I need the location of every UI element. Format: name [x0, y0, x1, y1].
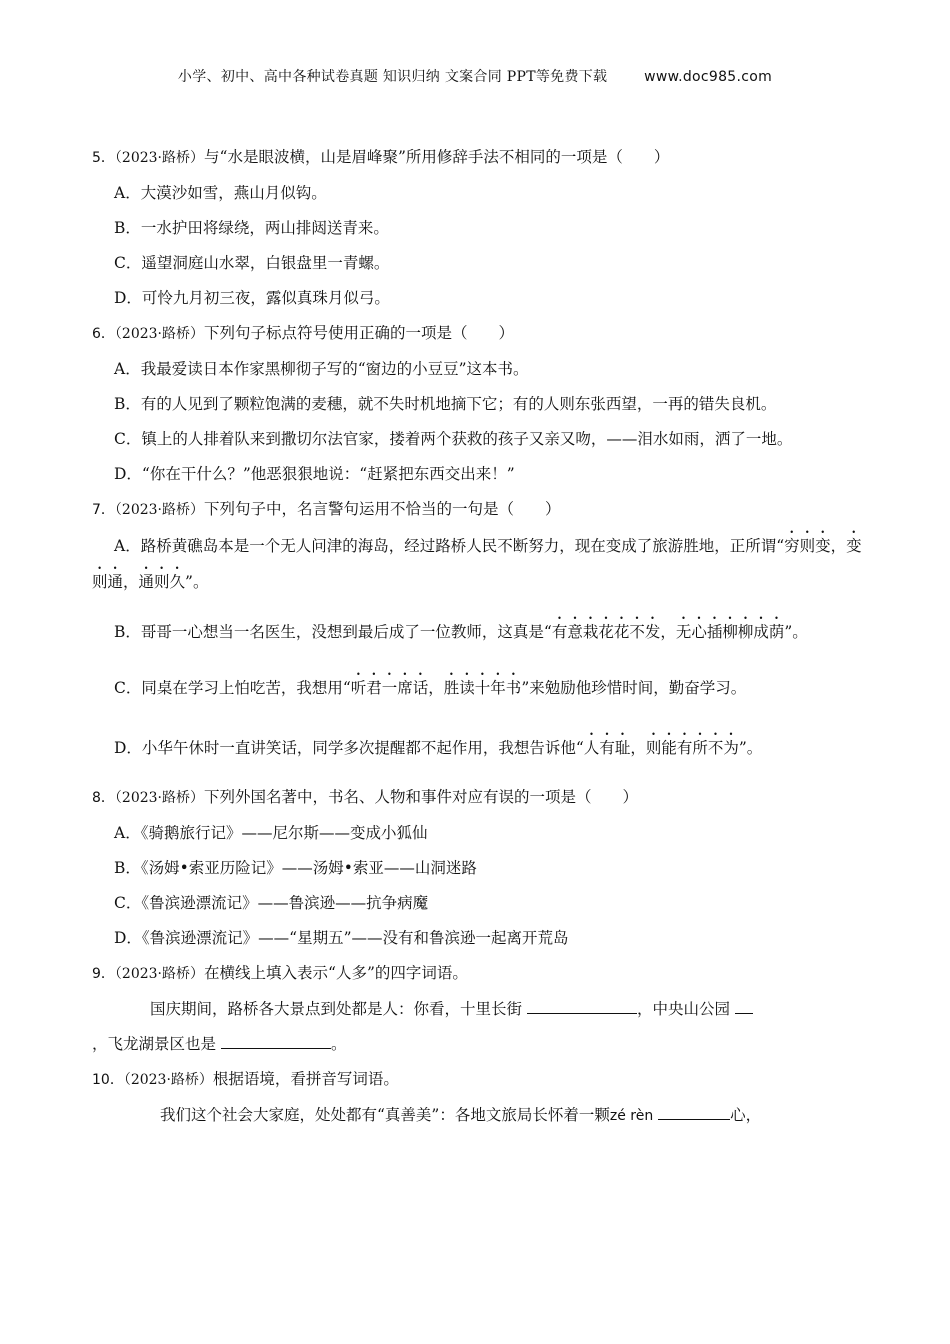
paragraph-text: 国庆期间，路桥各大景点到处都是人：你看，十里长街	[150, 1000, 523, 1018]
question-number: 8．	[92, 790, 115, 806]
question-text: 与“水是眼波横，山是眉峰聚”所用修辞手法不相同的一项是（ ）	[204, 148, 670, 166]
option-text-end: ”。	[185, 573, 209, 591]
option-d: D．《鲁滨逊漂流记》——“星期五”——没有和鲁滨逊一起离开荒岛	[114, 929, 569, 947]
option-text: D．小华午休时一直讲笑话，同学多次提醒都不起作用，我想告诉他“	[114, 739, 584, 757]
question-number: 5．	[92, 150, 115, 166]
option-a: A．大漠沙如雪，燕山月似钩。	[114, 184, 327, 202]
question-source: （2023·路桥）	[114, 790, 205, 806]
question-source: （2023·路桥）	[114, 502, 205, 518]
question-text: 根据语境，看拼音写词语。	[212, 1070, 399, 1088]
question-text: 在横线上填入表示“人多”的四字词语。	[204, 964, 468, 982]
option-b: B．《汤姆•索亚历险记》——汤姆•索亚——山洞迷路	[114, 859, 477, 877]
question-9	[92, 956, 862, 992]
fill-in-paragraph-cont	[92, 1027, 862, 1062]
option-c	[114, 662, 862, 714]
question-5	[92, 140, 862, 176]
emphasized-quote: 有意栽花花不发，无心插柳柳成荫	[551, 623, 785, 641]
question-number: 6．	[92, 326, 115, 342]
question-text: 下列外国名著中，书名、人物和事件对应有误的一项是（ ）	[204, 788, 639, 806]
option-a: A．我最爱读日本作家黑柳彻子写的“窗边的小豆豆”这本书。	[114, 360, 529, 378]
emphasized-quote: 听君一席话，胜读十年书	[350, 679, 522, 697]
question-source: （2023·路桥）	[123, 1072, 213, 1088]
question-source: （2023·路桥）	[114, 326, 205, 342]
answer-blank-pinyin[interactable]	[658, 1101, 730, 1120]
pinyin-hint: zé rèn	[609, 1108, 654, 1124]
option-text-end: ”。	[738, 739, 763, 757]
option-text-end: ”。	[784, 623, 808, 641]
question-text: 下列句子中，名言警句运用不恰当的一句是（ ）	[204, 500, 561, 518]
answer-blank-1[interactable]	[527, 995, 637, 1014]
fill-in-paragraph	[92, 992, 862, 1027]
option-c: C．遥望洞庭山水翠，白银盘里一青螺。	[114, 254, 390, 272]
paragraph-text: 。	[330, 1035, 347, 1053]
question-text: 下列句子标点符号使用正确的一项是（ ）	[204, 324, 515, 342]
exam-content	[92, 140, 862, 1134]
paragraph-text: ，中央山公园	[636, 1000, 730, 1018]
option-b	[92, 606, 862, 658]
pinyin-paragraph	[92, 1098, 862, 1134]
option-c: C．镇上的人排着队来到撒切尔法官家，搂着两个获救的孩子又亲又吻，——泪水如雨，洒了一地。	[114, 430, 793, 448]
question-number: 7．	[92, 502, 115, 518]
option-b: B．一水护田将绿绕，两山排闼送青来。	[114, 219, 389, 237]
question-8	[92, 780, 862, 816]
option-d: D．可怜九月初三夜，露似真珠月似弓。	[114, 289, 390, 307]
emphasized-quote: 穷则变，变则通，通则久	[92, 537, 862, 591]
option-a	[92, 528, 862, 600]
option-text: A．路桥黄礁岛本是一个无人问津的海岛，经过路桥人民不断努力，现在变成了旅游胜地，正所谓“	[114, 537, 785, 555]
option-a: A．《骑鹅旅行记》——尼尔斯——变成小狐仙	[114, 824, 428, 842]
header-text: 小学、初中、高中各种试卷真题 知识归纳 文案合同 PPT等免费下载	[177, 69, 608, 85]
option-text: B．哥哥一心想当一名医生，没想到最后成了一位教师，这真是“	[114, 623, 552, 641]
question-10	[92, 1062, 862, 1098]
paragraph-text: 我们这个社会大家庭，处处都有“真善美”：各地文旅局长怀着一颗	[160, 1106, 610, 1124]
question-source: （2023·路桥）	[114, 150, 205, 166]
option-text: C．同桌在学习上怕吃苦，我想用“	[114, 679, 351, 697]
paragraph-text: ，飞龙湖景区也是	[92, 1035, 217, 1053]
question-6	[92, 316, 862, 352]
question-source: （2023·路桥）	[114, 966, 205, 982]
question-number: 10．	[92, 1072, 124, 1088]
answer-blank-3[interactable]	[221, 1030, 331, 1049]
paragraph-text: 心，	[730, 1106, 762, 1124]
option-d: D．“你在干什么？”他恶狠狠地说：“赶紧把东西交出来！”	[114, 465, 515, 483]
question-number: 9．	[92, 966, 115, 982]
page-header	[0, 66, 950, 86]
question-7	[92, 492, 862, 528]
option-text-end: ”来勉励他珍惜时间，勤奋学习。	[521, 679, 747, 697]
emphasized-quote: 人有耻，则能有所不为	[583, 739, 739, 757]
header-site: www.doc985.com	[644, 69, 773, 85]
answer-blank-2[interactable]	[735, 995, 753, 1014]
option-d	[114, 722, 862, 774]
option-b: B．有的人见到了颗粒饱满的麦穗，就不失时机地摘下它；有的人则东张西望，一再的错失良机。	[114, 395, 777, 413]
option-c: C．《鲁滨逊漂流记》——鲁滨逊——抗争病魔	[114, 894, 429, 912]
